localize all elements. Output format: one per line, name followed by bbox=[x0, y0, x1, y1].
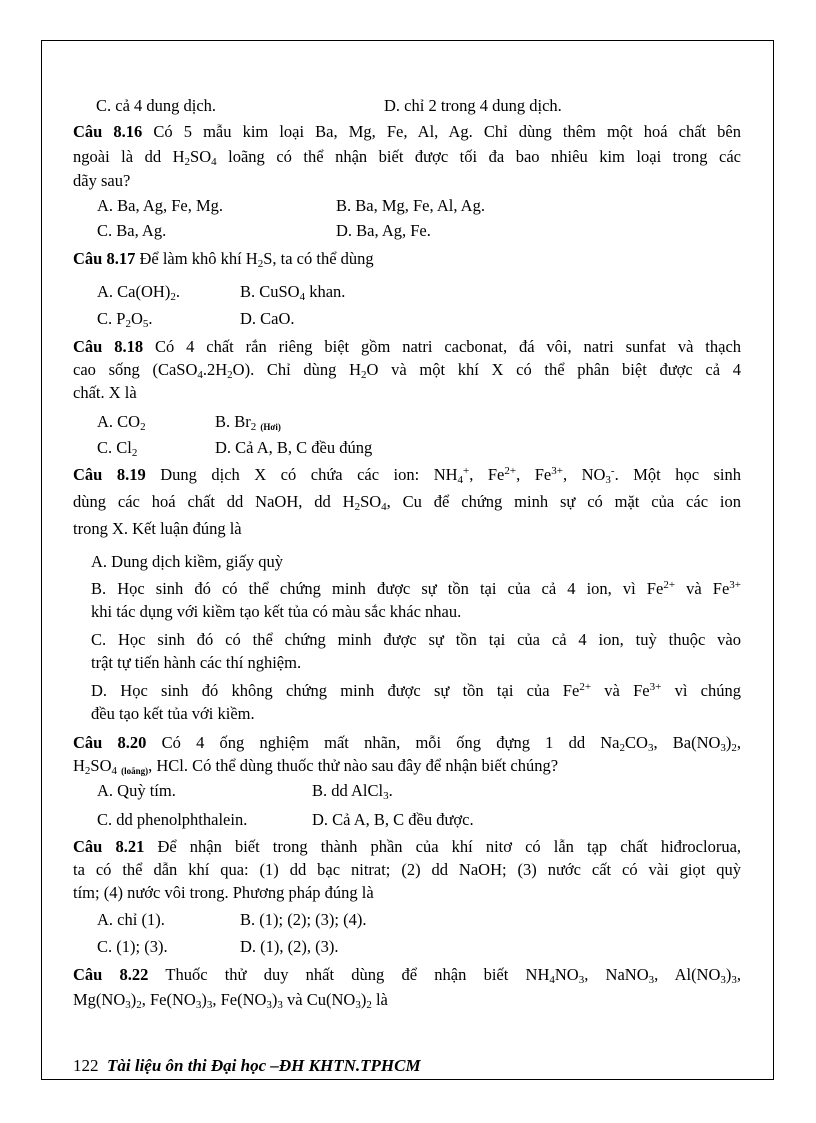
subscript: 2 bbox=[184, 156, 191, 168]
question-8-16-line2 bbox=[73, 147, 741, 167]
text: Có 4 chất rắn riêng biệt gồm natri cacbonat, đá vôi, natri sunfat và thạch bbox=[155, 337, 742, 356]
option-b: B. Ba, Mg, Fe, Al, Ag. bbox=[336, 196, 485, 215]
option-c: C. $P_2O_5$. bbox=[97, 309, 153, 330]
option-d: D. Cả A, B, C đều được. bbox=[312, 810, 474, 829]
question-text: Có 5 mẫu kim loại Ba, Mg, Fe, Al, Ag. Chỉ dùng thêm một hoá chất bên bbox=[153, 122, 742, 141]
option-c: C. Ba, Ag. bbox=[97, 221, 167, 240]
question-8-21-line2: ta có thể dẫn khí qua: (1) dd bạc nitrat; (2) dd NaOH; (3) nước cất có vài giọt quỳ bbox=[73, 860, 741, 879]
option-c: C. $Cl_2$ bbox=[97, 438, 138, 459]
question-8-19-line3: trong X. Kết luận đúng là bbox=[73, 519, 242, 538]
subscript: 4 bbox=[211, 156, 217, 168]
question-label: Câu 8.18 bbox=[73, 337, 144, 356]
option-b: B. $Br_2$ (Hơi) bbox=[215, 412, 281, 433]
question-8-21-line3: tím; (4) nước vôi trong. Phương pháp đúng là bbox=[73, 883, 374, 902]
page-number: 122 bbox=[73, 1056, 99, 1075]
option-a: A. chỉ (1). bbox=[97, 910, 165, 929]
option-a: A. Quỳ tím. bbox=[97, 781, 176, 800]
option-a: A. Dung dịch kiềm, giấy quỳ bbox=[91, 552, 284, 571]
option-a: A. Ba, Ag, Fe, Mg. bbox=[97, 196, 224, 215]
footer-title: Tài liệu ôn thi Đại học –ĐH KHTN.TPHCM bbox=[107, 1056, 421, 1075]
option-c: C. dd phenolphthalein. bbox=[97, 810, 248, 829]
text: Để làm khô khí H bbox=[139, 249, 258, 268]
text: S, ta có thể dùng bbox=[263, 249, 374, 268]
option-c-line2: trật tự tiến hành các thí nghiệm. bbox=[91, 653, 302, 672]
subscript: 2 bbox=[257, 258, 264, 270]
option-c-line1: C. Học sinh đó có thể chứng minh được sự tồn tại của cả 4 ion, tuỳ thuộc vào bbox=[91, 630, 741, 649]
question-label: Câu 8.22 bbox=[73, 965, 149, 984]
question-label: Câu 8.19 bbox=[73, 465, 146, 484]
question-8-19-line1: Câu 8.19 Dung dịch X có chứa các ion: $NH_4^+$, $Fe^{2+}$, $Fe^{3+}$, $NO_3^-$. Một học sinh bbox=[73, 465, 742, 486]
option-b-line1: B. Học sinh đó có thể chứng minh được sự tồn tại của cả 4 ion, vì $Fe^{2+}$ và $Fe^{3+}$ bbox=[91, 579, 741, 598]
option-c: C. cả 4 dung dịch. bbox=[96, 96, 217, 115]
option-d-line1: D. Học sinh đó không chứng minh được sự tồn tại của $Fe^{2+}$ và $Fe^{3+}$ vì chúng bbox=[91, 681, 741, 700]
question-8-18-line2: cao sống $(CaSO_4.2H_2O)$. Chỉ dùng $H_2O$ và một khí X có thể phân biệt được cả 4 bbox=[73, 360, 742, 381]
question-8-18-line1 bbox=[73, 337, 741, 357]
text: loãng có thể nhận biết được tối đa bao nhiêu kim loại trong các bbox=[216, 147, 741, 166]
option-d: D. chỉ 2 trong 4 dung dịch. bbox=[384, 96, 562, 115]
option-d: D. (1), (2), (3). bbox=[240, 937, 339, 956]
option-b-line2: khi tác dụng với kiềm tạo kết tủa có màu sắc khác nhau. bbox=[91, 602, 462, 621]
option-b: B. CuSO$_4$ khan. bbox=[240, 282, 346, 303]
question-8-20-line2: $H_2SO_4$ (loãng), HCl. Có thể dùng thuốc thử nào sau đây để nhận biết chúng? bbox=[73, 756, 559, 777]
question-8-19-line2: dùng các hoá chất dd NaOH, dd $H_2SO_4$, Cu để chứng minh sự có mặt của các ion bbox=[73, 492, 741, 513]
option-c: C. (1); (3). bbox=[97, 937, 168, 956]
question-label: Câu 8.16 bbox=[73, 122, 143, 141]
option-d: D. Ba, Ag, Fe. bbox=[336, 221, 431, 240]
question-8-20-line1: Câu 8.20 Có 4 ống nghiệm mất nhãn, mỗi ống đựng 1 dd $Na_2CO_3$, $Ba(NO_3)_2$, bbox=[73, 733, 742, 754]
question-8-17 bbox=[73, 249, 816, 269]
question-8-16-line1 bbox=[73, 122, 741, 142]
option-d-line2: đều tạo kết tủa với kiềm. bbox=[91, 704, 255, 723]
question-8-22-line1: Câu 8.22 Thuốc thử duy nhất dùng để nhận biết $NH_4NO_3$, NaNO$_3$, $Al(NO_3)_3$, bbox=[73, 965, 742, 986]
option-b: B. dd AlCl$_3$. bbox=[312, 781, 393, 802]
option-d: D. CaO. bbox=[240, 309, 295, 328]
option-a: A. $CO_2$ bbox=[97, 412, 146, 433]
question-8-18-line3: chất. X là bbox=[73, 383, 137, 402]
option-d: D. Cả A, B, C đều đúng bbox=[215, 438, 373, 457]
text: ngoài là dd H bbox=[73, 147, 185, 166]
question-label: Câu 8.20 bbox=[73, 733, 147, 752]
option-b: B. (1); (2); (3); (4). bbox=[240, 910, 367, 929]
question-8-16-line3: dãy sau? bbox=[73, 171, 131, 190]
page-footer bbox=[73, 1056, 421, 1076]
question-8-21-line1: Câu 8.21 Để nhận biết trong thành phần của khí nitơ có lẫn tạp chất hiđroclorua, bbox=[73, 837, 742, 856]
option-a: A. $Ca(OH)_2$. bbox=[97, 282, 180, 303]
question-label: Câu 8.21 bbox=[73, 837, 145, 856]
text: SO bbox=[190, 147, 212, 166]
question-8-22-line2: $Mg(NO_3)_2$, $Fe(NO_3)_3$, $Fe(NO_3)_3$ và $Cu(NO_3)_2$ là bbox=[73, 990, 388, 1011]
question-label: Câu 8.17 bbox=[73, 249, 136, 268]
